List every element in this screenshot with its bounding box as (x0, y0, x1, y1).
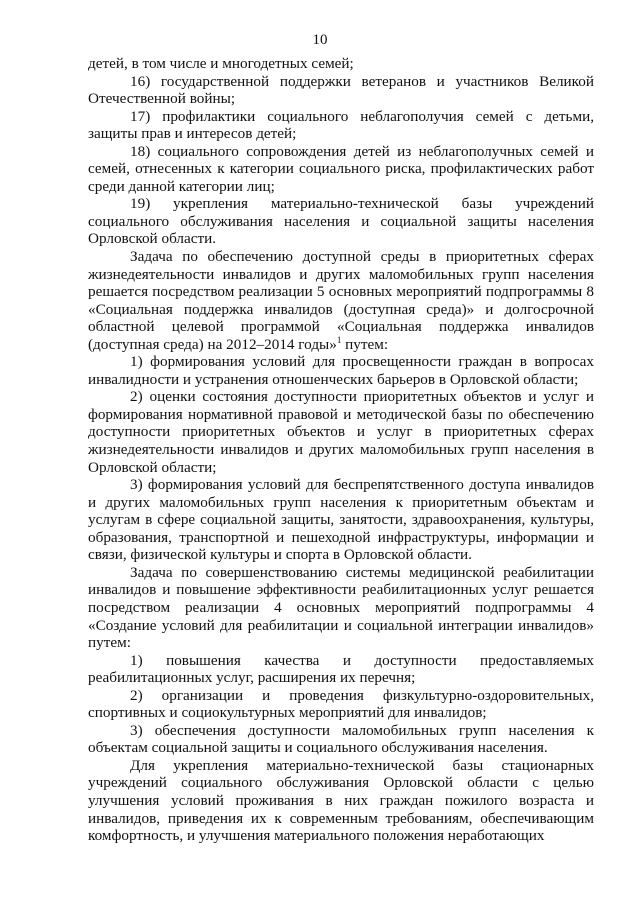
document-body (88, 55, 594, 845)
paragraph-material-base: Для укрепления материально-технической базы стационарных учреждений социального обслуживания Орловской области с целью улучшения условий проживания в них граждан пожилого возраста и инвалидов, приведения их к современным требованиям, обеспечивающим комфортность, и улучшения материального положения неработающих (88, 756, 594, 845)
paragraph-rehabilitation-2: 2) организации и проведения физкультурно-оздоровительных, спортивных и социокультурных мероприятий для инвалидов; (88, 686, 594, 722)
footnote-marker: 1 (336, 334, 342, 345)
paragraph-accessible-environment (88, 248, 594, 353)
paragraph-accessible-1: 1) формирования условий для просвещенности граждан в вопросах инвалидности и устранения отношенческих барьеров в Орловской области; (88, 353, 594, 388)
page-number: 10 (312, 32, 328, 48)
paragraph-item-17: 17) профилактики социального неблагополучия семей с детьми, защиты прав и интересов детей; (88, 107, 594, 143)
paragraph-rehabilitation-1: 1) повышения качества и доступности предоставляемых реабилитационных услуг, расширения их перечня; (88, 651, 594, 687)
paragraph-accessible-2: 2) оценки состояния доступности приоритетных объектов и услуг и формирования нормативной правовой и методической базы по обеспечению доступности приоритетных объектов и услуг в приоритетных сферах жизнедеятельности инвалидов и других маломобильных групп населения в Орловской области; (88, 388, 594, 476)
paragraph-item-16: 16) государственной поддержки ветеранов и участников Великой Отечественной войны; (88, 72, 594, 108)
paragraph-item-18: 18) социального сопровождения детей из неблагополучных семей и семей, отнесенных к категории социального риска, профилактических работ среди данной категории лиц; (88, 142, 594, 195)
paragraph-rehabilitation: Задача по совершенствованию системы медицинской реабилитации инвалидов и повышение эффективности реабилитационных услуг решается посредством реализации 4 основных мероприятий подпрограммы 4 «Создание условий для реабилитации и социальной интеграции инвалидов» путем: (88, 563, 594, 652)
paragraph-item-19: 19) укрепления материально-технической базы учреждений социального обслуживания населения и социальной защиты населения Орловской области. (88, 195, 594, 248)
paragraph-families: детей, в том числе и многодетных семей; (88, 55, 354, 72)
paragraph-text: Задача по обеспечению доступной среды в приоритетных сферах жизнедеятельности инвалидов и других маломобильных групп населения решается посредством реализации 5 основных мероприятий подпрограммы 8 «Социальная поддержка инвалидов (доступная среда)» и долгосрочной областной целевой программой «Социальная поддержка инвалидов (доступная среда) на 2012–2014 годы» (88, 248, 594, 353)
paragraph-text-end: путем: (341, 335, 389, 353)
paragraph-rehabilitation-3: 3) обеспечения доступности маломобильных групп населения к объектам социальной защиты и социального обслуживания населения. (88, 721, 594, 757)
paragraph-accessible-3: 3) формирования условий для беспрепятственного доступа инвалидов и других маломобильных групп населения к приоритетным объектам и услугам в сфере социальной защиты, занятости, здравоохранения, культуры, образования, транспортной и пешеходной инфраструктуры, информации и связи, физической культуры и спорта в Орловской области. (88, 476, 594, 564)
